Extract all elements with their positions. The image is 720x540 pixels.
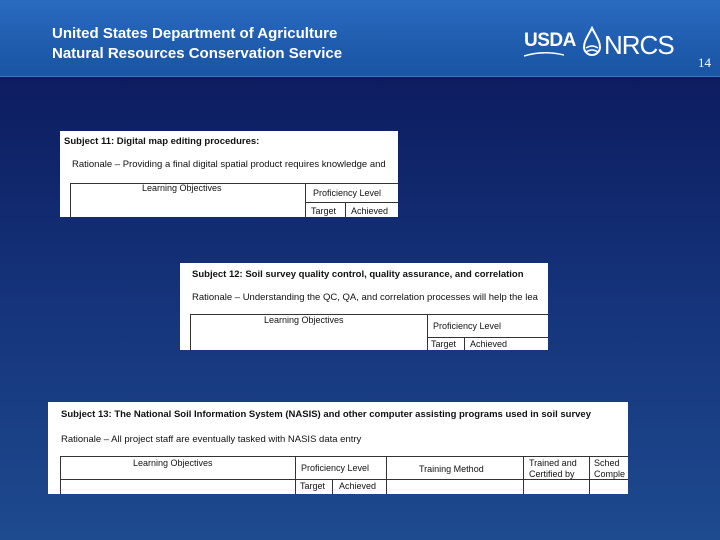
subject-rationale: Rationale – Providing a final digital spatial product requires knowledge and bbox=[72, 159, 386, 170]
subject-13-table-image bbox=[48, 402, 628, 494]
subject-12-table-image bbox=[180, 263, 548, 350]
proficiency-level-header: Proficiency Level bbox=[313, 188, 382, 198]
achieved-header: Achieved bbox=[339, 481, 377, 491]
target-header: Target bbox=[311, 206, 337, 216]
agency-line-2: Natural Resources Conservation Service bbox=[52, 45, 343, 62]
subject-title: Subject 12: Soil survey quality control, quality assurance, and correlation bbox=[192, 269, 524, 280]
row-divider bbox=[60, 479, 296, 480]
training-method-header: Training Method bbox=[419, 464, 484, 474]
schedule-complete-header-line1: Sched bbox=[594, 458, 620, 468]
subject-title: Subject 13: The National Soil Information System (NASIS) and other computer assisting programs used in soil survey bbox=[61, 409, 591, 420]
agency-line-1: United States Department of Agriculture bbox=[52, 25, 338, 42]
subject-11-table-image bbox=[60, 131, 398, 217]
proficiency-level-header: Proficiency Level bbox=[433, 321, 502, 331]
header-banner bbox=[0, 0, 720, 77]
target-header: Target bbox=[300, 481, 326, 491]
subject-rationale: Rationale – Understanding the QC, QA, and correlation processes will help the lea bbox=[192, 292, 538, 303]
learning-objectives-header: Learning Objectives bbox=[142, 183, 222, 193]
usda-swoosh-icon bbox=[524, 52, 564, 57]
achieved-header: Achieved bbox=[470, 339, 508, 349]
nrcs-logo: NRCS bbox=[604, 30, 674, 60]
trained-certified-header-line2: Certified by bbox=[529, 469, 575, 479]
subject-rationale: Rationale – All project staff are eventually tasked with NASIS data entry bbox=[61, 434, 362, 445]
subject-title: Subject 11: Digital map editing procedures: bbox=[64, 136, 260, 147]
schedule-complete-header-line2: Comple bbox=[594, 469, 626, 479]
learning-objectives-header: Learning Objectives bbox=[133, 458, 213, 468]
usda-logo: USDA bbox=[524, 30, 576, 51]
target-header: Target bbox=[431, 339, 457, 349]
row-divider bbox=[386, 479, 628, 480]
achieved-header: Achieved bbox=[351, 206, 389, 216]
page-number: 14 bbox=[698, 55, 711, 70]
trained-certified-header-line1: Trained and bbox=[529, 458, 577, 468]
agency-name bbox=[52, 24, 342, 64]
training-method-cell bbox=[386, 456, 524, 494]
learning-objectives-header: Learning Objectives bbox=[264, 315, 344, 325]
nrcs-water-drop-icon bbox=[580, 26, 604, 58]
proficiency-level-header: Proficiency Level bbox=[301, 463, 370, 473]
